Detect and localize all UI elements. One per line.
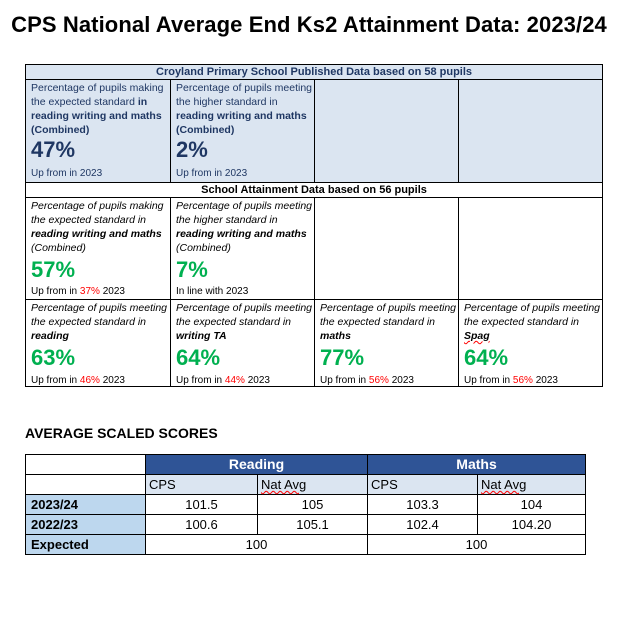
table-cell: 100.6 <box>146 515 258 535</box>
cell-desc-tail: (Combined) <box>176 242 231 254</box>
note-text: Up from in <box>320 375 369 386</box>
note-prior-value: 56% <box>368 375 389 386</box>
note-year: 2023 <box>99 375 125 386</box>
scaled-scores-heading: AVERAGE SCALED SCORES <box>25 425 218 441</box>
school-maths-value: 77% <box>320 345 365 370</box>
scaled-scores-table <box>25 454 586 555</box>
cell-desc-bold: writing TA <box>176 330 227 342</box>
note-year: 2023 <box>99 286 125 297</box>
published-combined-expected-cell <box>26 80 171 183</box>
column-header: CPS <box>146 475 258 495</box>
published-combined-higher-value: 2% <box>176 137 208 162</box>
school-combined-higher-cell <box>171 198 315 300</box>
column-header-text: Nat Avg <box>261 477 307 492</box>
empty-corner-cell <box>26 455 146 475</box>
published-combined-expected-note: Up from in 2023 <box>31 168 103 179</box>
empty-cell <box>459 198 603 300</box>
published-combined-expected-value: 47% <box>31 137 76 162</box>
table-cell: 105 <box>258 495 368 515</box>
note-prior-value: 46% <box>79 375 100 386</box>
row-label: 2023/24 <box>26 495 146 515</box>
cell-desc: Percentage of pupils meeting the expected standard in <box>464 302 601 328</box>
cell-desc: Percentage of pupils meeting the expected standard in <box>176 302 313 328</box>
school-writing-value: 64% <box>176 345 221 370</box>
school-combined-higher-value: 7% <box>176 257 208 282</box>
cell-desc-bold: maths <box>320 330 351 342</box>
cell-desc: Percentage of pupils making the expected standard in <box>31 200 164 226</box>
note-year: 2023 <box>532 375 558 386</box>
school-spag-note <box>464 375 558 387</box>
page-title: CPS National Average End Ks2 Attainment Data: 2023/24 <box>11 12 607 37</box>
note-text: Up from in <box>464 375 513 386</box>
note-prior-value: 44% <box>224 375 245 386</box>
school-reading-cell <box>26 300 171 387</box>
school-writing-note <box>176 375 270 387</box>
table-cell: 102.4 <box>368 515 478 535</box>
note-year: 2023 <box>244 375 270 386</box>
empty-cell <box>315 198 459 300</box>
table-cell: 100 <box>368 535 586 555</box>
table-cell: 104 <box>478 495 586 515</box>
table-cell: 100 <box>146 535 368 555</box>
school-spag-cell <box>459 300 603 387</box>
reading-group-header: Reading <box>146 455 368 475</box>
column-header <box>478 475 586 495</box>
empty-cell <box>459 80 603 183</box>
published-combined-higher-note: Up from in 2023 <box>176 168 248 179</box>
cell-desc-tail: (Combined) <box>31 242 86 254</box>
table-row <box>26 515 586 535</box>
note-text: Up from in <box>176 375 225 386</box>
note-prior-value: 37% <box>79 286 100 297</box>
school-maths-cell <box>315 300 459 387</box>
published-combined-higher-cell <box>171 80 315 183</box>
school-combined-expected-value: 57% <box>31 257 76 282</box>
note-text: Up from in <box>31 375 80 386</box>
note-year: 2023 <box>388 375 414 386</box>
column-header: CPS <box>368 475 478 495</box>
table-row <box>26 535 586 555</box>
column-header <box>258 475 368 495</box>
school-writing-cell <box>171 300 315 387</box>
school-reading-value: 63% <box>31 345 76 370</box>
school-spag-value: 64% <box>464 345 509 370</box>
cell-desc: Percentage of pupils meeting the higher standard in <box>176 200 313 226</box>
table-cell: 105.1 <box>258 515 368 535</box>
cell-desc-bold: Spag <box>464 330 490 342</box>
note-prior-value: 56% <box>512 375 533 386</box>
table-row <box>26 495 586 515</box>
cell-desc: Percentage of pupils making the expected standard <box>31 82 164 108</box>
attainment-table <box>25 64 603 387</box>
table-cell: 103.3 <box>368 495 478 515</box>
published-header: Croyland Primary School Published Data based on 58 pupils <box>26 65 603 80</box>
cell-desc: Percentage of pupils meeting the expected standard in <box>320 302 457 328</box>
maths-group-header: Maths <box>368 455 586 475</box>
note-text: Up from in <box>31 286 80 297</box>
column-header-text: Nat Avg <box>481 477 527 492</box>
school-reading-note <box>31 375 125 387</box>
school-maths-note <box>320 375 414 387</box>
table-cell: 101.5 <box>146 495 258 515</box>
table-cell: 104.20 <box>478 515 586 535</box>
cell-desc-bold: reading writing and maths <box>31 228 162 240</box>
empty-label-cell <box>26 475 146 495</box>
empty-cell <box>315 80 459 183</box>
cell-desc-bold: reading writing and maths (Combined) <box>176 110 307 136</box>
cell-desc: Percentage of pupils meeting the expected standard in <box>31 302 168 328</box>
row-label: Expected <box>26 535 146 555</box>
cell-desc-bold: in reading writing and maths (Combined) <box>31 96 162 136</box>
school-combined-expected-note <box>31 286 125 298</box>
cell-desc-bold: reading <box>31 330 69 342</box>
school-header: School Attainment Data based on 56 pupils <box>26 183 603 198</box>
row-label: 2022/23 <box>26 515 146 535</box>
school-combined-expected-cell <box>26 198 171 300</box>
cell-desc-bold: reading writing and maths <box>176 228 307 240</box>
school-combined-higher-note: In line with 2023 <box>176 286 249 297</box>
cell-desc: Percentage of pupils meeting the higher standard in <box>176 82 313 108</box>
